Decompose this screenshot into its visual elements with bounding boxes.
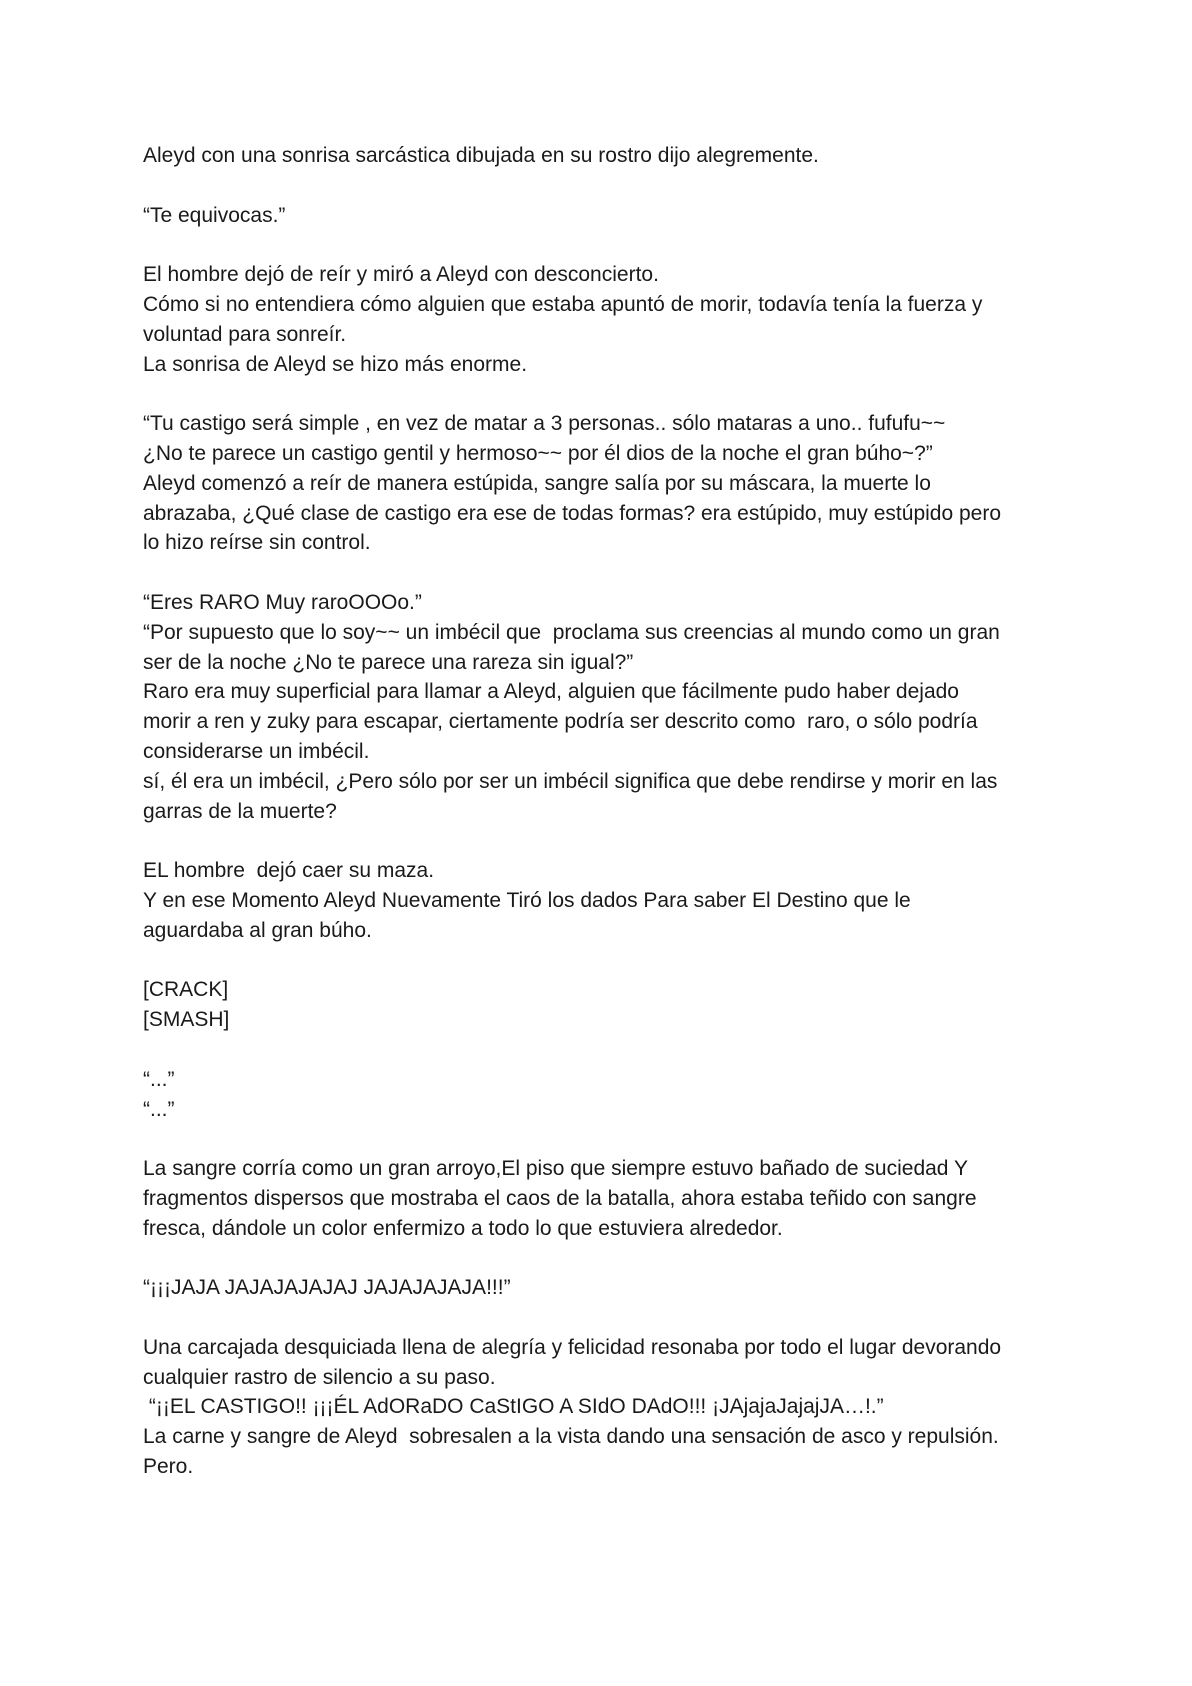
paragraph — [143, 975, 1043, 1035]
text-line: “Por supuesto que lo soy~~ un imbécil que proclama sus creencias al mundo como un gran — [143, 620, 1000, 644]
paragraph — [143, 1333, 1043, 1482]
text-line: “¡¡EL CASTIGO!! ¡¡¡ÉL AdORaDO CaStIGO A SIdO DAdO!!! ¡JAjajaJajajJA…!.” — [143, 1395, 884, 1419]
text-line: “...” — [143, 1097, 175, 1121]
text-line: sí, él era un imbécil, ¿Pero sólo por ser un imbécil significa que debe rendirse y morir en las — [143, 769, 998, 793]
text-line: [CRACK] — [143, 978, 229, 1002]
paragraph — [143, 1154, 1043, 1243]
text-line: La sonrisa de Aleyd se hizo más enorme. — [143, 352, 528, 376]
text-line: aguardaba al gran búho. — [143, 918, 372, 942]
text-line: Raro era muy superficial para llamar a Aleyd, alguien que fácilmente pudo haber dejado — [143, 680, 959, 704]
text-line: EL hombre dejó caer su maza. — [143, 859, 435, 883]
text-line: abrazaba, ¿Qué clase de castigo era ese de todas formas? era estúpido, muy estúpido pero — [143, 501, 1002, 525]
text-line: “¡¡¡JAJA JAJAJAJAJAJ JAJAJAJAJA!!!” — [143, 1276, 511, 1300]
paragraph — [143, 856, 1043, 945]
paragraph — [143, 201, 1043, 231]
text-line: “Tu castigo será simple , en vez de matar a 3 personas.. sólo mataras a uno.. fufufu~~ — [143, 412, 946, 436]
text-line: considerarse un imbécil. — [143, 739, 370, 763]
text-line: Una carcajada desquiciada llena de alegría y felicidad resonaba por todo el lugar devorando — [143, 1335, 1002, 1359]
document-body — [143, 141, 1043, 1512]
text-line: “Eres RARO Muy raroOOOo.” — [143, 590, 422, 614]
text-line: garras de la muerte? — [143, 799, 337, 823]
text-line: lo hizo reírse sin control. — [143, 531, 371, 555]
paragraph — [143, 141, 1043, 171]
text-line: morir a ren y zuky para escapar, ciertamente podría ser descrito como raro, o sólo podría — [143, 710, 978, 734]
text-line: ser de la noche ¿No te parece una rareza sin igual?” — [143, 650, 634, 674]
text-line: “...” — [143, 1067, 175, 1091]
text-line: El hombre dejó de reír y miró a Aleyd con desconcierto. — [143, 263, 659, 287]
paragraph — [143, 260, 1043, 379]
text-line: ¿No te parece un castigo gentil y hermoso~~ por él dios de la noche el gran búho~?” — [143, 441, 933, 465]
paragraph — [143, 409, 1043, 558]
text-line: fresca, dándole un color enfermizo a todo lo que estuviera alrededor. — [143, 1216, 783, 1240]
text-line: fragmentos dispersos que mostraba el caos de la batalla, ahora estaba teñido con sangre — [143, 1186, 977, 1210]
paragraph — [143, 1065, 1043, 1125]
paragraph — [143, 588, 1043, 826]
text-line: Cómo si no entendiera cómo alguien que estaba apuntó de morir, todavía tenía la fuerza y — [143, 292, 983, 316]
text-line: La sangre corría como un gran arroyo,El piso que siempre estuvo bañado de suciedad Y — [143, 1157, 968, 1181]
text-line: voluntad para sonreír. — [143, 322, 347, 346]
paragraph — [143, 1273, 1043, 1303]
text-line: “Te equivocas.” — [143, 203, 286, 227]
text-line: Y en ese Momento Aleyd Nuevamente Tiró los dados Para saber El Destino que le — [143, 888, 911, 912]
text-line: Aleyd con una sonrisa sarcástica dibujada en su rostro dijo alegremente. — [143, 144, 819, 167]
text-line: Aleyd comenzó a reír de manera estúpida, sangre salía por su máscara, la muerte lo — [143, 471, 931, 495]
text-line: Pero. — [143, 1455, 194, 1479]
text-line: [SMASH] — [143, 1008, 230, 1032]
text-line: La carne y sangre de Aleyd sobresalen a la vista dando una sensación de asco y repulsión. — [143, 1425, 999, 1449]
text-line: cualquier rastro de silencio a su paso. — [143, 1365, 496, 1389]
